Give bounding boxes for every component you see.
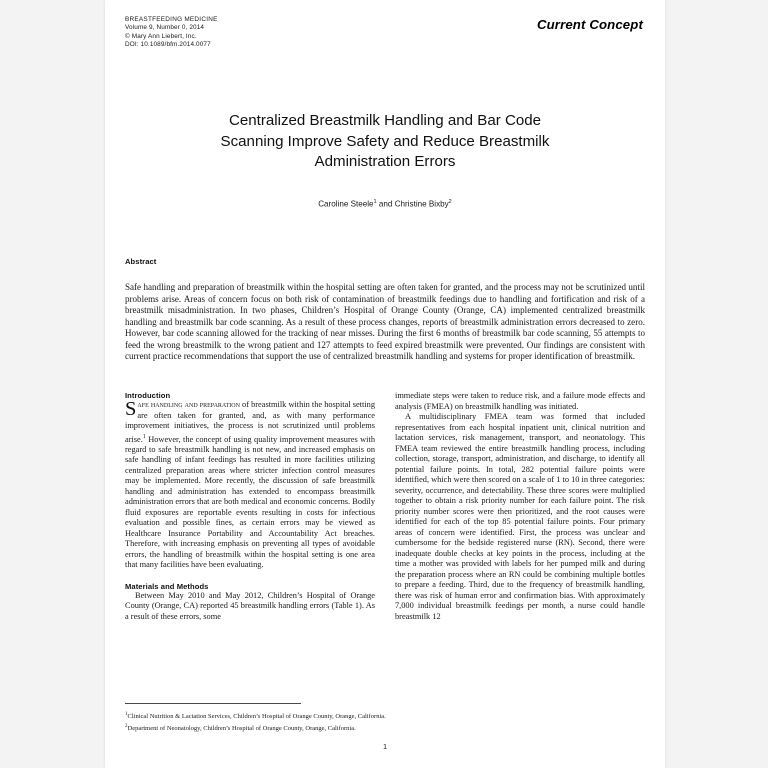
footnote-text-1: Clinical Nutrition & Lactation Services, Children’s Hospital of Orange County, Orange, California. [127,713,386,721]
right-paragraph-1: immediate steps were taken to reduce risk, and a failure mode effects and analysis (FMEA) on breastmilk handling was initiated. [395,391,645,411]
journal-name: BREASTFEEDING MEDICINE [125,16,218,23]
intro-text-part-1: of breastmilk within the hospital setting are often taken for granted, and, as with many performance improvement initiatives, the process is not scrutinized until problems arise. [125,400,376,444]
abstract-body: Safe handling and preparation of breastmilk within the hospital setting are often taken for granted, and the process may not be scrutinized until problems arise. Areas of concern focus on both risk of contamination of breastmilk feedings due to handling and fortification and risk of a breastmilk misadministration. In two phases, Children’s Hospital of Orange County (Orange, CA) implemented centralized breastmilk handling and breastmilk bar code scanning. As a result of these process changes, reports of breastmilk administration errors decreased to zero. However, bar code scanning allowed for the tracking of near misses. During the first 6 months of breastmilk bar code scanning, 55 attempts to feed the wrong breastmilk to the wrong patient and 127 attempts to feed expired breastmilk were prevented. Our findings are consistent with current practice recommendations that support the use of centralized breastmilk handling and systems for proper identification of breastmilk. [125,282,645,362]
methods-paragraph: Between May 2010 and May 2012, Children’s Hospital of Orange County (Orange, CA) reported 45 breastmilk handling errors (Table 1). As a result of these errors, some [125,590,375,621]
journal-page [105,0,665,768]
footnote-2 [125,722,645,734]
author-byline [125,199,645,209]
title-line-3: Administration Errors [314,153,456,170]
author-affiliation-marker-1: 1 [373,198,377,205]
intro-smallcaps-lead: afe handling and preparation [137,400,240,410]
footnote-1 [125,710,645,722]
page-number: 1 [382,742,388,751]
author-affiliation-marker-2: 2 [448,198,452,205]
author-conjunction: and [376,199,395,209]
drop-cap: S [125,398,137,421]
title-line-2: Scanning Improve Safety and Reduce Breastmilk [220,132,550,150]
abstract-heading: Abstract [125,257,157,267]
abstract-section [125,251,645,363]
footnote-marker-2: 2 [125,723,128,729]
citation-marker-1: 1 [142,433,146,440]
intro-text-part-2: However, the concept of using quality improvement measures with regard to safe breastmilk handling is not new, and increased emphasis on safe handling of infant feedings has resulted in more facilities utilizing centralized preparation areas where stricter infection control measures may be implemented. More recently, the discussion of safe breastmilk handling and administration has extended to encompass breastmilk administration errors that are both medical and economic concerns. Bodily fluid exposures are reportable events resulting in costs for infectious evaluation and possible fines, as certain errors may be viewed as Healthcare Insurance Portability and Accountability Act breaches. Therefore, with increasing emphasis on preventing all types of avoidable errors, the handling of breastmilk within the hospital setting is one area that many facilities have been evaluating. [125,434,375,570]
methods-heading: Materials and Methods [125,581,209,591]
footnotes-block [125,710,645,733]
section-kicker: Current Concept [536,17,643,32]
right-paragraph-2: A multidisciplinary FMEA team was formed that included representatives from each hospital inpatient unit, clinical nutrition and lactation services, risk management, transport, and neonatology. This FMEA team reviewed the entire breastmilk handling process, including collection, storage, transport, administration, and discharge, to identify all potential failure points. In total, 282 potential failure points were identified, which were then scored on a scale of 1 to 10 in three categories: severity, occurrence, and detectability. These three scores were multiplied together to obtain a risk priority number for each failure point. The risk priority number scores were then prioritized, and the root causes were identified for each of the top 85 potential failure points. Four primary areas of concern were identified. First, the process was unclear and cumbersome for the bedside registered nurse (RN). Second, there were inadequate double checks at key points in the process, including at the time a mother was provided with labels for her pumped milk and during the preparation process where an RN could be combining multiple bottles to prepare a feeding. Third, due to the frequency of breastmilk handling, there was risk of human error and confirmation bias. With approximately 7,000 individual breastmilk feedings per month, a nurse could handle breastmilk 12 [395,412,645,621]
journal-info-block [125,16,218,50]
right-column [395,391,645,622]
footnote-marker-1: 1 [125,712,128,717]
introduction-heading: Introduction [125,391,171,401]
title-line-1: Centralized Breastmilk Handling and Bar Code [228,112,542,129]
author-name-1: Caroline Steele [318,199,374,209]
journal-publisher: © Mary Ann Liebert, Inc. [125,32,197,40]
left-column [125,391,375,622]
journal-doi: DOI: 10.1089/bfm.2014.0077 [125,41,211,49]
page-title [147,111,623,173]
journal-volume: Volume 9, Number 0, 2014 [125,24,205,32]
author-name-2: Christine Bixby [394,199,449,209]
introduction-paragraph [125,400,375,571]
masthead [125,16,645,62]
body-columns [125,391,645,622]
footnote-separator [125,703,301,704]
footnote-text-2: Department of Neonatology, Children’s Hospital of Orange County, Orange, California. [127,724,356,732]
